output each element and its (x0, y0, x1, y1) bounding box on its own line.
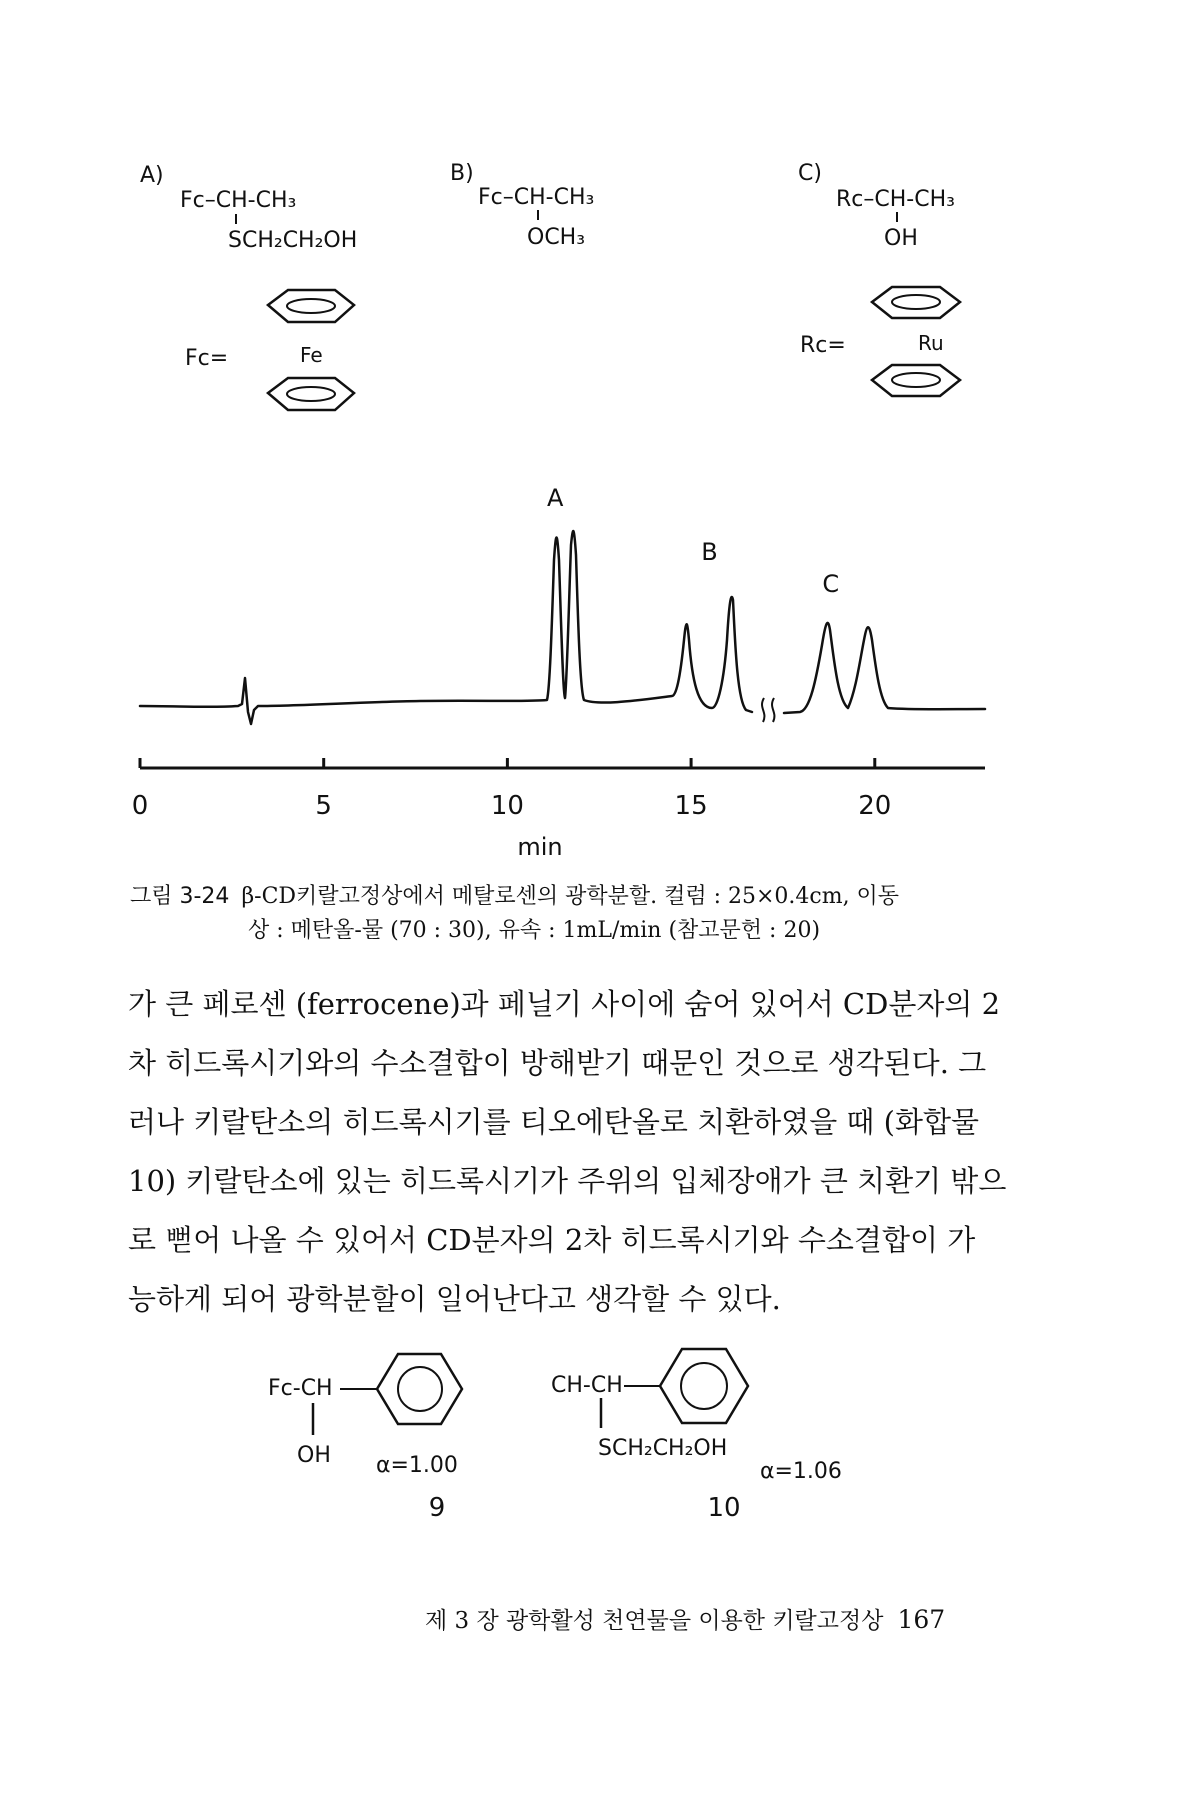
body-line: 러나 키랄탄소의 히드록시기를 티오에탄올로 치환하였을 때 (화합물 (128, 1105, 980, 1139)
x-tick-label: 0 (131, 791, 149, 821)
body-line: 가 큰 페로센 (ferrocene)과 페닐기 사이에 숨어 있어서 CD분자의 2 (128, 987, 1001, 1021)
structure-c-main: Rc–CH-CH₃ (836, 187, 955, 212)
cyclopentadienyl-ring-bottom (872, 365, 960, 396)
body-line: 능하게 되어 광학분할이 일어난다고 생각할 수 있다. (128, 1282, 781, 1316)
ferrocene-sandwich (268, 290, 354, 410)
compound-9-alpha: α=1.00 (376, 1453, 458, 1478)
structure-a-label: A) (140, 163, 164, 188)
structure-c-def-label: Rc= (800, 333, 846, 358)
compound-10-substituent: SCH₂CH₂OH (598, 1436, 728, 1461)
trace-break-symbol (762, 698, 774, 722)
compound-10-number: 10 (707, 1493, 741, 1523)
compound-9 (268, 1354, 462, 1523)
x-tick-label: 20 (858, 791, 892, 821)
aromatic-circle-bottom (892, 373, 940, 387)
aromatic-circle-bottom (287, 387, 335, 401)
benzene-ring (660, 1349, 748, 1423)
caption-line-2: 상 : 메탄올-물 (70 : 30), 유속 : 1mL/min (참고문헌 : 20) (248, 918, 821, 943)
structure-b-label: B) (450, 161, 474, 186)
compound-9-main: Fc-CH (268, 1376, 333, 1401)
compound-9-number: 9 (428, 1493, 446, 1523)
x-tick-label: 5 (315, 791, 332, 821)
compound-10 (551, 1349, 842, 1523)
peak-label-c: C (822, 570, 840, 598)
x-tick-label: 15 (674, 791, 708, 821)
structure-a-main: Fc–CH-CH₃ (180, 188, 297, 213)
structure-c-label: C) (798, 161, 822, 186)
page-footer (425, 1602, 1005, 1635)
chromatogram-trace (140, 531, 985, 724)
structure-b-main: Fc–CH-CH₃ (478, 185, 595, 210)
compound-10-main: CH-CH (551, 1373, 623, 1398)
x-tick-label: 10 (490, 791, 524, 821)
chromatogram (132, 484, 985, 861)
ruthenocene-sandwich (872, 287, 960, 396)
figure-caption (130, 880, 1030, 948)
peak-label-b: B (701, 538, 718, 566)
caption-line-1 (130, 880, 1030, 914)
caption-text-1: β-CD키랄고정상에서 메탈로센의 광학분할. 컬럼 : 25×0.4cm, 이동 (241, 884, 900, 909)
aromatic-circle-top (892, 295, 940, 309)
body-line: 10) 키랄탄소에 있는 히드록시기가 주위의 입체장애가 큰 치환기 밖으 (128, 1164, 1007, 1198)
caption-label: 그림 3-24 (130, 884, 230, 909)
ferrocene-metal: Fe (300, 343, 323, 367)
structure-b-substituent: OCH₃ (527, 225, 586, 250)
body-line: 로 뻗어 나올 수 있어서 CD분자의 2차 히드록시기와 수소결합이 가 (128, 1223, 976, 1257)
cyclopentadienyl-ring-bottom (268, 378, 354, 410)
body-line: 차 히드록시기와의 수소결합이 방해받기 때문인 것으로 생각된다. 그 (128, 1046, 987, 1080)
page-number: 167 (897, 1605, 946, 1634)
aromatic-circle (681, 1363, 727, 1409)
time-axis-tick-labels (132, 791, 892, 821)
structure-a-substituent: SCH₂CH₂OH (228, 228, 358, 253)
compound-9-substituent: OH (297, 1443, 331, 1468)
structure-a-def-label: Fc= (185, 346, 229, 371)
body-paragraph (128, 975, 1008, 1329)
time-axis-label: min (517, 833, 563, 861)
structure-c-substituent: OH (884, 226, 918, 251)
aromatic-circle-top (287, 299, 335, 313)
aromatic-circle (398, 1367, 442, 1411)
structure-c (798, 161, 960, 396)
compound-10-alpha: α=1.06 (760, 1459, 842, 1484)
benzene-ring (377, 1354, 462, 1424)
ruthenocene-metal: Ru (918, 331, 944, 355)
chapter-title: 제 3 장 광학활성 천연물을 이용한 키랄고정상 (425, 1608, 884, 1634)
cyclopentadienyl-ring-top (268, 290, 354, 322)
structure-b (450, 161, 594, 250)
peak-label-a: A (546, 484, 564, 512)
peak-labels (547, 484, 839, 598)
structure-a (140, 163, 357, 410)
cyclopentadienyl-ring-top (872, 287, 960, 318)
